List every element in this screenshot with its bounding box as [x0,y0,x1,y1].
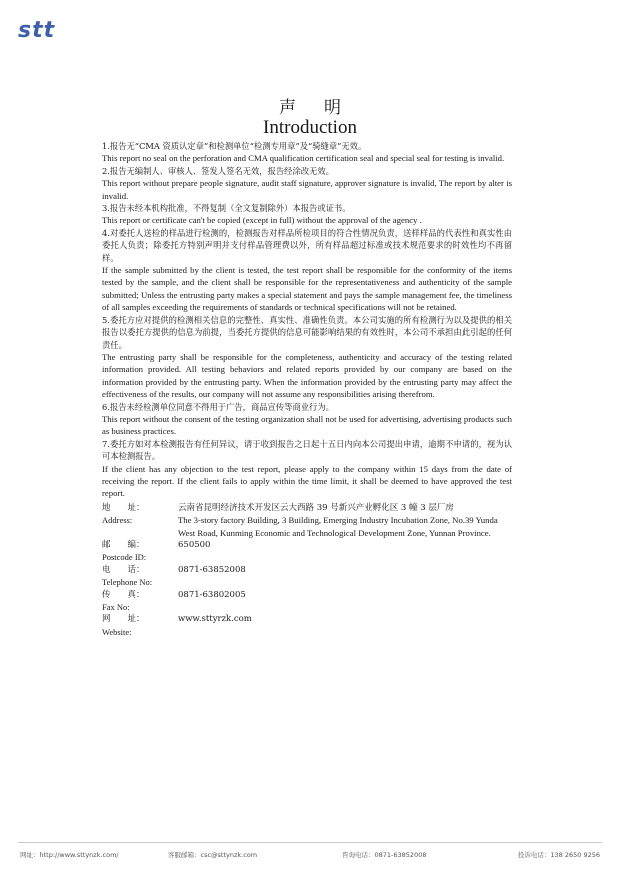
fax-label-cn: 传 真： [102,589,145,600]
phone-label [102,564,178,589]
statement-item-1 [102,140,512,165]
statement-en: This report no seal on the perforation and CMA qualification certification seal and special seal for testing is invalid. [102,153,505,164]
statement-cn: 5.委托方应对提供的检测相关信息的完整性、真实性、准确性负责。本公司实施的所有检测行为以及提供的相关报告以委托方提供的信息为前提，当委托方提供的信息可能影响结果的有效性时，本公司不承担由此引起的任何责任。 [102,314,512,350]
address-row [102,502,512,539]
postcode-label-cn: 邮 编： [102,540,145,550]
statement-cn: 2.报告无编制人、审核人、签发人签名无效，报告经涂改无效。 [102,165,334,176]
fax-label-en: Fax No: [102,602,130,613]
statement-item-4 [102,227,512,314]
contact-block [102,502,512,638]
statement-cn: 1.报告无“CMA 资质认定章”和检测单位“检测专用章”及“骑缝章”无效。 [102,141,367,151]
statement-cn: 7.委托方如对本检测报告有任何异议，请于收到报告之日起十五日内向本公司提出申请，逾期不申请的，视为认可本检测报告。 [102,438,512,462]
statement-item-2 [102,165,512,202]
address-cn: 云南省昆明经济技术开发区云大西路 39 号新兴产业孵化区 3 幢 3 层厂房 [178,502,454,513]
phone-value: 0871-63852008 [178,564,246,575]
phone-label-cn: 电 话： [102,564,145,575]
statement-en: This report or certificate can't be copied (except in full) without the approval of the agency . [102,215,422,226]
address-value [178,502,512,539]
address-en: The 3-story factory Building, 3 Building, Emerging Industry Incubation Zone, No.39 Yunda West Road, Kunming Economic and Technological Development Zone, Yunnan Province. [178,515,498,538]
statement-en: If the client has any objection to the test report, please apply to the company within 15 days from the date of receiving the report. If the client fails to apply within the time limit, it shall be deemed to have approved the test report. [102,463,512,499]
statement-cn: 4.对委托人送检的样品进行检测的，检测报告对样品所检项目的符合性情况负责，送样样品的代表性和真实性由委托人负责；除委托方特别声明并支付样品管理费以外，所有样品超过标准或技术规范要求的时效性均不再留样。 [102,227,512,263]
statement-item-3 [102,202,512,227]
page-title-en: Introduction [263,117,357,138]
phone-label-en: Telephone No: [102,577,153,588]
company-logo: stt [18,18,56,43]
address-label-cn: 地 址： [102,502,145,513]
website-label-cn: 网 址： [102,614,145,625]
footer-phone: 咨询电话：0871-63852008 [342,851,427,859]
website-row [102,613,512,638]
address-label [102,502,178,539]
fax-label [102,589,178,614]
postcode-label [102,539,178,564]
footer-website[interactable]: 网址：http://www.sttynzk.com/ [20,851,119,859]
footer-email[interactable]: 客服邮箱：csc@sttynzk.com [168,851,258,859]
statement-en: The entrusting party shall be responsible for the completeness, authenticity and accuracy of the testing related information provided. All testing behaviors and related reports provided by our company are based on the information provided by the entrusting party. When the information provided by the entrusting party may affect the effectiveness of the results, our company will not assume any responsibilities arising therefrom. [102,351,512,400]
postcode-row [102,539,512,564]
statement-item-6 [102,401,512,438]
statement-cn: 6.报告未经检测单位同意不得用于广告，商品宣传等商业行为。 [102,401,334,412]
website-label-en: Website: [102,626,132,637]
fax-value: 0871-63802005 [178,589,246,600]
website-value: www.sttyrzk.com [178,614,252,625]
fax-row [102,589,512,614]
postcode-label-en: Postcode ID: [102,552,147,563]
footer-complaint-phone: 投诉电话：138 2650 9256 [517,851,600,859]
statement-en: This report without prepare people signature, audit staff signature, approver signature is invalid, The report by alter is invalid. [102,178,512,201]
website-label [102,613,178,638]
page-title-cn: 声明 [279,98,369,118]
statement-item-5 [102,314,512,401]
phone-row [102,564,512,589]
statement-en: If the sample submitted by the client is tested, the test report shall be responsible for the conformity of the items tested by the sample, and the client shall be responsible for the representativeness and authenticity of the sample submitted; Unless the entrusting party makes a special statement and pays the sample management fee, the timeliness of all samples exceeding the requirements of standards or technical specifications will not be retained. [102,265,512,313]
postcode-value: 650500 [178,540,211,550]
statement-en: This report without the consent of the testing organization shall not be used for advertising, advertising products such as business practices. [102,413,512,437]
statement-body [102,140,512,638]
address-label-en: Address: [102,515,133,526]
page-footer [18,842,602,859]
statement-cn: 3.报告未经本机构批准，不得复制（全文复制除外）本报告或证书。 [102,203,351,214]
statement-item-7 [102,438,512,500]
